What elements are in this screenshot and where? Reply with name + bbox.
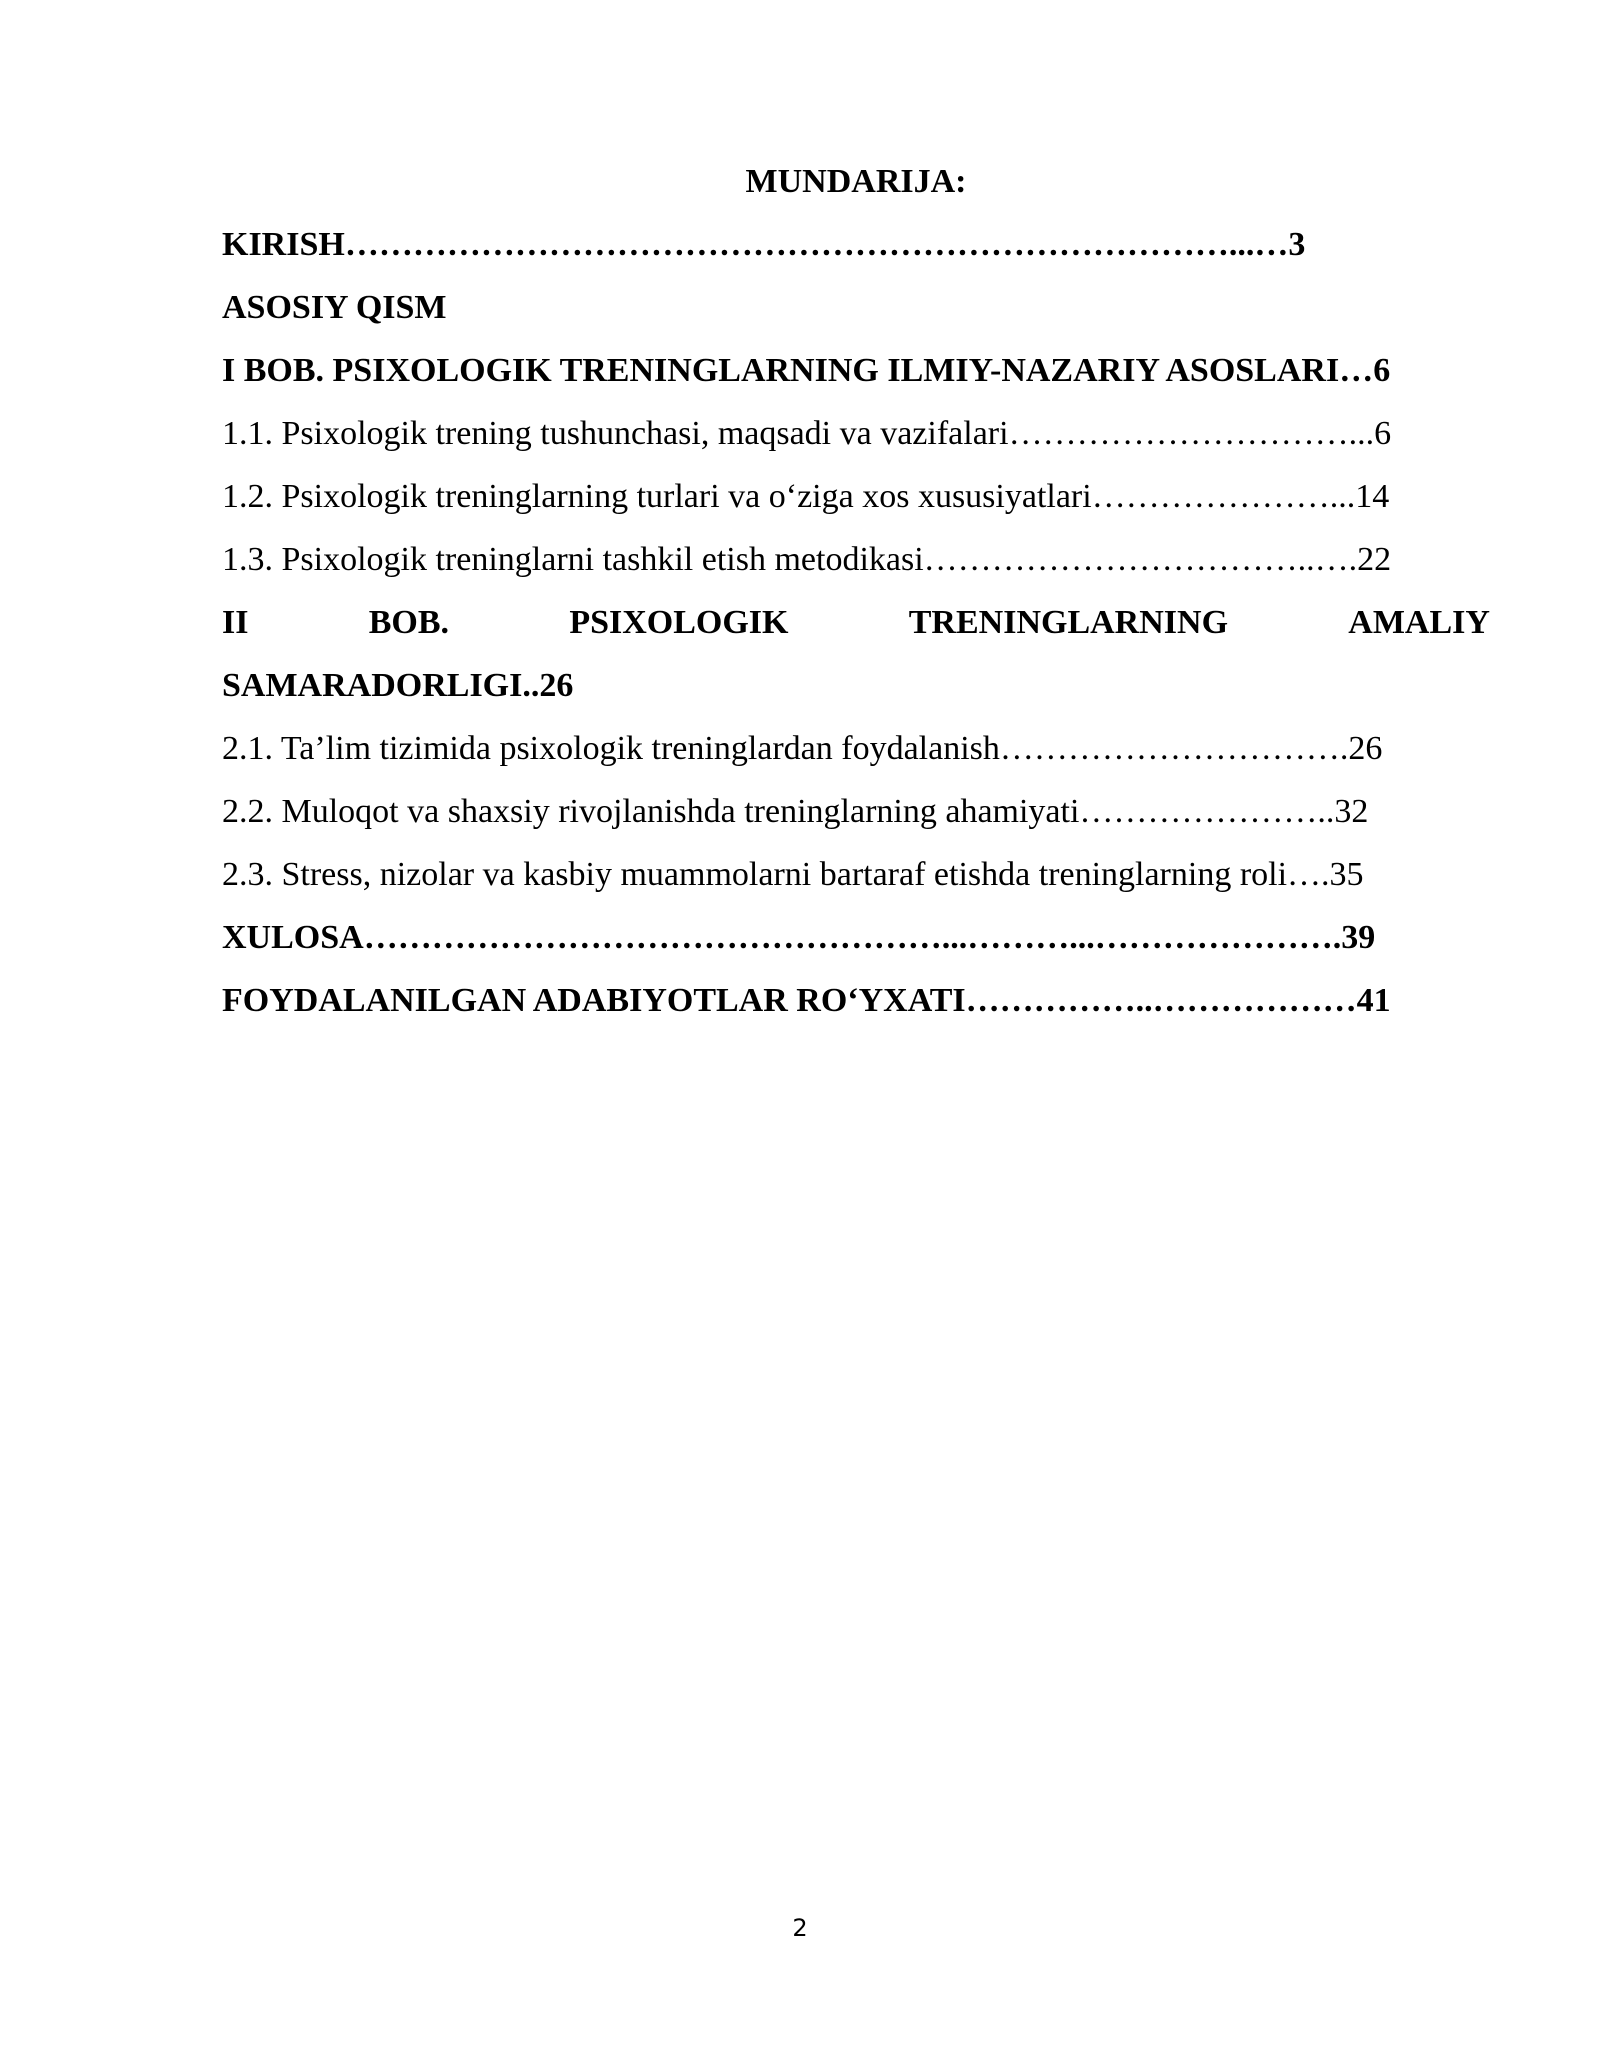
toc-entry-section-2-1: 2.1. Ta’lim tizimida psixologik treninglardan foydalanish………………………….26 xyxy=(222,730,1383,767)
chapter-2-word: PSIXOLOGIK xyxy=(569,604,789,641)
chapter-2-word: II xyxy=(222,604,249,641)
toc-entry-section-1-1: 1.1. Psixologik trening tushunchasi, maqsadi va vazifalari…………………………...6 xyxy=(222,415,1392,452)
toc-entry-asosiy-qism: ASOSIY QISM xyxy=(222,289,447,326)
page-number: 2 xyxy=(792,1914,808,1942)
toc-entry-bibliography: FOYDALANILGAN ADABIYOTLAR RO‘YXATI……………..………………41 xyxy=(222,982,1391,1019)
toc-title: MUNDARIJA: xyxy=(745,163,967,200)
table-of-contents xyxy=(222,150,1490,1032)
toc-entry-kirish: KIRISH……………………………………………………………………...…3 xyxy=(222,226,1306,263)
toc-entry-chapter-1: I BOB. PSIXOLOGIK TRENINGLARNING ILMIY-NAZARIY ASOSLARI…6 xyxy=(222,352,1391,389)
toc-entry-section-1-2: 1.2. Psixologik treninglarning turlari va o‘ziga xos xususiyatlari…………………...14 xyxy=(222,478,1390,515)
toc-entry-xulosa: XULOSA……………………………………………...………...………………….39 xyxy=(222,919,1376,956)
toc-entry-section-1-3: 1.3. Psixologik treninglarni tashkil etish metodikasi……………………………..….22 xyxy=(222,541,1392,578)
toc-entry-chapter-2-continued: SAMARADORLIGI..26 xyxy=(222,667,574,704)
toc-entry-section-2-2: 2.2. Muloqot va shaxsiy rivojlanishda treninglarning ahamiyati…………………..32 xyxy=(222,793,1369,830)
chapter-2-word: AMALIY xyxy=(1348,604,1490,641)
toc-entry-chapter-2 xyxy=(222,591,1490,654)
toc-entry-section-2-3: 2.3. Stress, nizolar va kasbiy muammolarni bartaraf etishda treninglarning roli….35 xyxy=(222,856,1364,893)
chapter-2-word: BOB. xyxy=(368,604,450,641)
chapter-2-word: TRENINGLARNING xyxy=(908,604,1229,641)
